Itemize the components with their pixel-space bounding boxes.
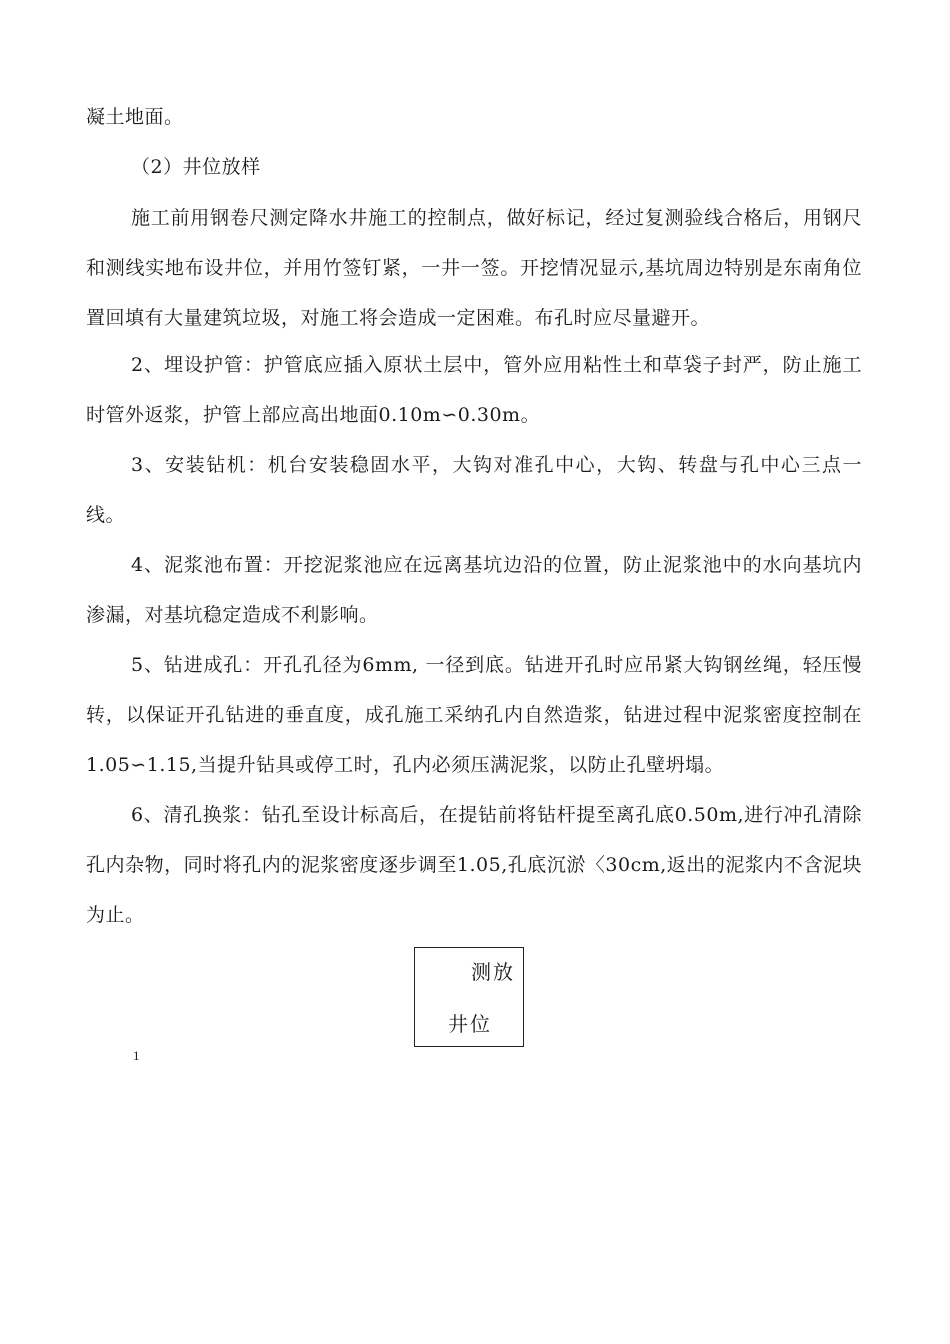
paragraph-mud-pit: 4、泥浆池布置：开挖泥浆池应在远离基坑边沿的位置，防止泥浆池中的水向基坑内渗漏，对基坑稳定造成不利影响。 [86, 554, 862, 626]
paragraph-casing: 2、埋设护管：护管底应插入原状土层中，管外应用粘性土和草袋子封严，防止施工时管外返浆，护管上部应高出地面0.10m∽0.30m。 [86, 354, 862, 426]
paragraph-control-points: 施工前用钢卷尺测定降水井施工的控制点，做好标记，经过复测验线合格后，用钢尺和测线实地布设井位，并用竹签钉紧，一井一签。开挖情况显示,基坑周边特别是东南角位置回填有大量建筑垃圾，对施工将会造成一定困难。布孔时应尽量避开。 [86, 207, 862, 329]
paragraph-hole-cleaning: 6、清孔换浆：钻孔至设计标高后，在提钻前将钻杆提至离孔底0.50m,进行冲孔清除孔内杂物，同时将孔内的泥浆密度逐步调至1.05,孔底沉淤〈30cm,返出的泥浆内不含泥块为止。 [86, 804, 862, 926]
paragraph-drill-install: 3、安装钻机：机台安装稳固水平，大钩对准孔中心，大钩、转盘与孔中心三点一线。 [86, 454, 862, 526]
flowchart-box [414, 947, 524, 1047]
subheading-well-layout: （2）井位放样 [131, 156, 261, 178]
flowchart-text-line1: 测放 [471, 960, 515, 984]
paragraph-drilling: 5、钻进成孔：开孔孔径为6mm, 一径到底。钻进开孔时应吊紧大钩钢丝绳，轻压慢转，以保证开孔钻进的垂直度，成孔施工采纳孔内自然造浆，钻进过程中泥浆密度控制在1.05∽1.15,当提升钻具或停工时，孔内必须压满泥浆，以防止孔壁坍塌。 [86, 654, 862, 776]
page-number: 1 [133, 1048, 140, 1063]
flowchart-text-line2: 井位 [448, 1012, 492, 1036]
paragraph-continuation: 凝土地面。 [86, 106, 184, 128]
